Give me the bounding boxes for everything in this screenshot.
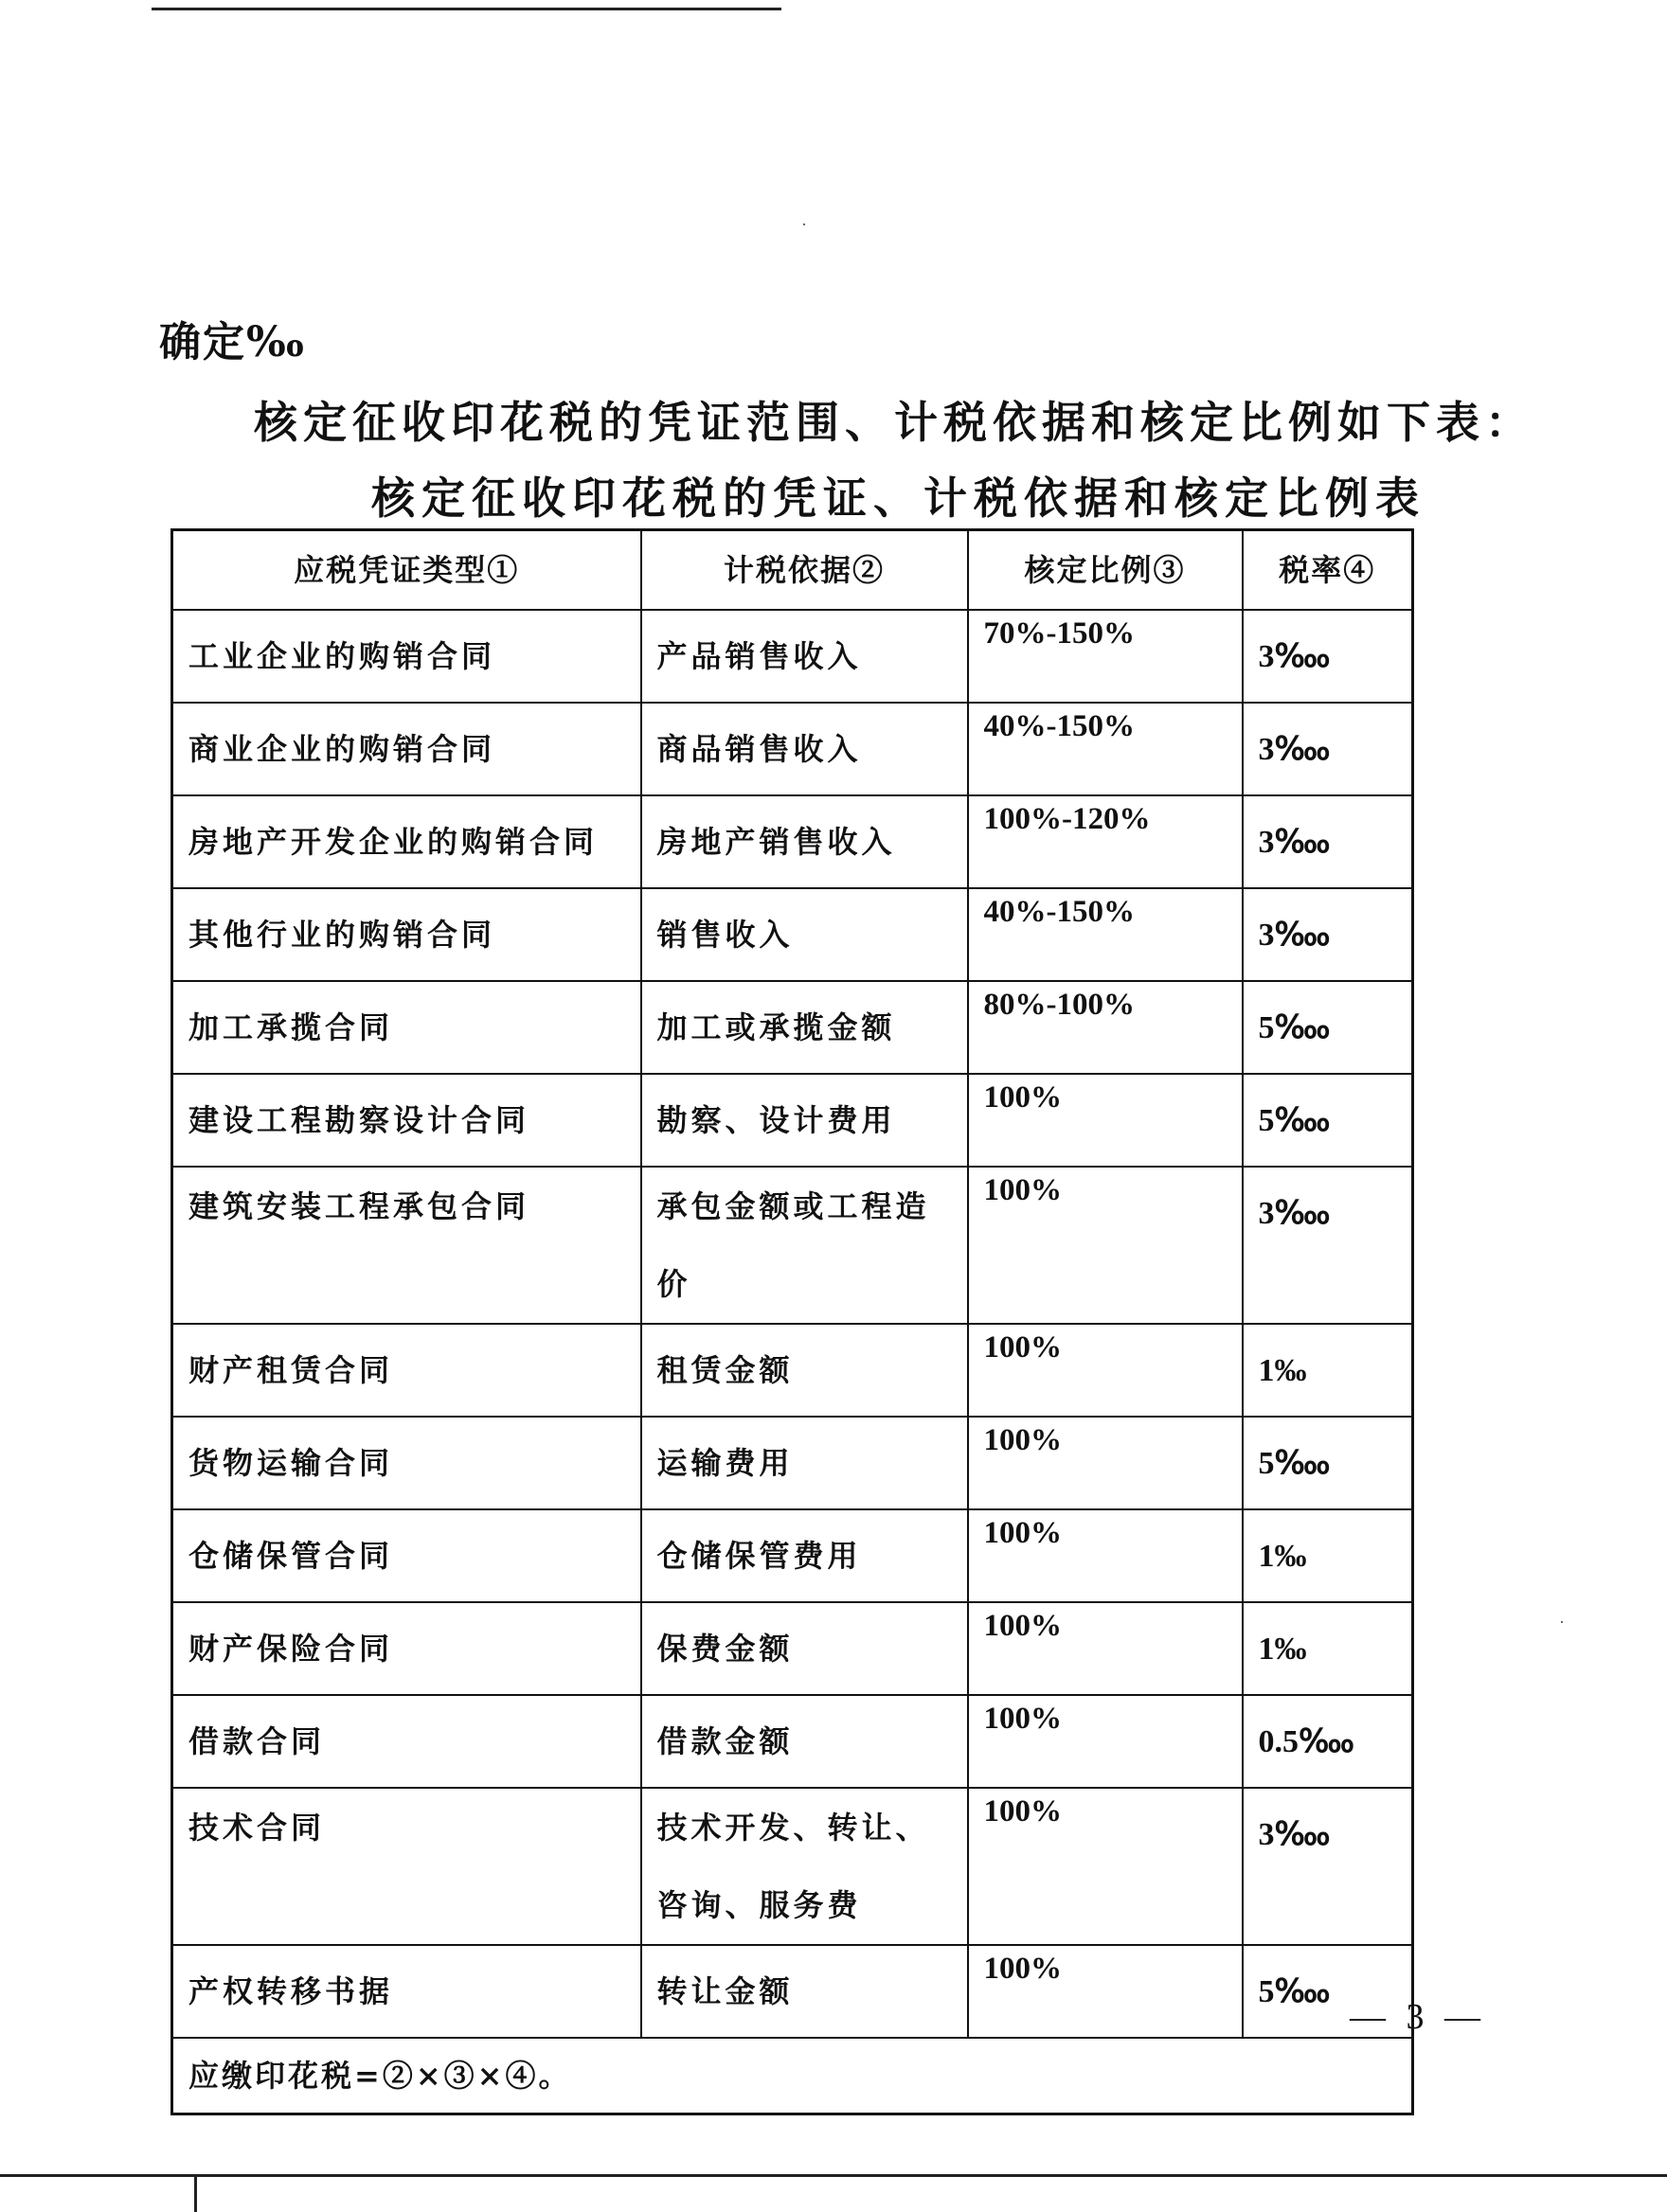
header-assessed-ratio: 核定比例③ bbox=[968, 530, 1243, 611]
table-row bbox=[172, 1945, 1413, 2038]
tax-rate-cell: 5‱ bbox=[1243, 1074, 1413, 1167]
tax-rate-cell: 3‱ bbox=[1243, 1167, 1413, 1324]
assessed-ratio-cell: 70%-150% bbox=[968, 610, 1243, 703]
assessed-ratio-cell: 100% bbox=[968, 1695, 1243, 1788]
scan-speck bbox=[803, 223, 805, 225]
tax-basis-cell: 租赁金额 bbox=[641, 1324, 968, 1417]
header-voucher-type: 应税凭证类型① bbox=[172, 530, 641, 611]
voucher-type-cell: 建筑安装工程承包合同 bbox=[172, 1167, 641, 1324]
assessed-ratio-cell: 100% bbox=[968, 1324, 1243, 1417]
tax-basis-cell: 保费金额 bbox=[641, 1602, 968, 1695]
assessed-ratio-cell: 100% bbox=[968, 1417, 1243, 1509]
bottom-tick bbox=[194, 2174, 197, 2212]
voucher-type-cell: 其他行业的购销合同 bbox=[172, 888, 641, 981]
assessed-ratio-cell: 100% bbox=[968, 1167, 1243, 1324]
assessed-ratio-cell: 40%-150% bbox=[968, 888, 1243, 981]
top-rule bbox=[152, 8, 781, 10]
tax-rate-cell: 3‱ bbox=[1243, 703, 1413, 795]
stamp-duty-formula: 应缴印花税=②×③×④。 bbox=[172, 2038, 1413, 2114]
tax-rate-cell: 5‱ bbox=[1243, 981, 1413, 1074]
voucher-type-cell: 商业企业的购销合同 bbox=[172, 703, 641, 795]
tax-rate-cell: 3‱ bbox=[1243, 610, 1413, 703]
table-row bbox=[172, 888, 1413, 981]
table-row bbox=[172, 795, 1413, 888]
assessed-ratio-cell: 100% bbox=[968, 1602, 1243, 1695]
assessed-ratio-cell: 100%-120% bbox=[968, 795, 1243, 888]
table-header-row bbox=[172, 530, 1413, 611]
tax-basis-cell: 商品销售收入 bbox=[641, 703, 968, 795]
header-tax-rate: 税率④ bbox=[1243, 530, 1413, 611]
table-row bbox=[172, 1788, 1413, 1945]
assessed-ratio-cell: 40%-150% bbox=[968, 703, 1243, 795]
tax-rate-cell: 3‱ bbox=[1243, 1788, 1413, 1945]
scan-speck bbox=[1561, 1621, 1563, 1623]
tax-basis-cell: 加工或承揽金额 bbox=[641, 981, 968, 1074]
voucher-type-cell: 产权转移书据 bbox=[172, 1945, 641, 2038]
tax-basis-cell: 承包金额或工程造价 bbox=[641, 1167, 968, 1324]
voucher-type-cell: 借款合同 bbox=[172, 1695, 641, 1788]
tax-basis-cell: 运输费用 bbox=[641, 1417, 968, 1509]
tax-ratio-table bbox=[170, 528, 1414, 2115]
voucher-type-cell: 技术合同 bbox=[172, 1788, 641, 1945]
formula-row bbox=[172, 2038, 1413, 2114]
tax-basis-cell: 房地产销售收入 bbox=[641, 795, 968, 888]
table-row bbox=[172, 1695, 1413, 1788]
table-title: 核定征收印花税的凭证、计税依据和核定比例表 bbox=[371, 473, 1425, 524]
table-row bbox=[172, 610, 1413, 703]
table-row bbox=[172, 1509, 1413, 1602]
table-row bbox=[172, 1074, 1413, 1167]
tax-rate-cell: 1‰ bbox=[1243, 1602, 1413, 1695]
tax-rate-cell: 0.5‱ bbox=[1243, 1695, 1413, 1788]
tax-rate-cell: 5‱ bbox=[1243, 1417, 1413, 1509]
tax-basis-cell: 借款金额 bbox=[641, 1695, 968, 1788]
table-row bbox=[172, 1324, 1413, 1417]
table-row bbox=[172, 1167, 1413, 1324]
intro-line: 核定征收印花税的凭证范围、计税依据和核定比例如下表： bbox=[254, 397, 1534, 448]
tax-basis-cell: 销售收入 bbox=[641, 888, 968, 981]
assessed-ratio-cell: 80%-100% bbox=[968, 981, 1243, 1074]
assessed-ratio-cell: 100% bbox=[968, 1509, 1243, 1602]
tax-rate-cell: 3‱ bbox=[1243, 888, 1413, 981]
voucher-type-cell: 财产保险合同 bbox=[172, 1602, 641, 1695]
tax-basis-cell: 仓储保管费用 bbox=[641, 1509, 968, 1602]
voucher-type-cell: 加工承揽合同 bbox=[172, 981, 641, 1074]
bottom-rule bbox=[0, 2174, 1667, 2177]
voucher-type-cell: 仓储保管合同 bbox=[172, 1509, 641, 1602]
tax-rate-cell: 1‰ bbox=[1243, 1324, 1413, 1417]
voucher-type-cell: 建设工程勘察设计合同 bbox=[172, 1074, 641, 1167]
tax-rate-cell: 5‱ bbox=[1243, 1945, 1413, 2038]
tax-basis-cell: 产品销售收入 bbox=[641, 610, 968, 703]
intro-fragment: 确定‰ bbox=[159, 318, 306, 366]
table-row bbox=[172, 703, 1413, 795]
tax-basis-cell: 技术开发、转让、咨询、服务费 bbox=[641, 1788, 968, 1945]
voucher-type-cell: 财产租赁合同 bbox=[172, 1324, 641, 1417]
header-tax-basis: 计税依据② bbox=[641, 530, 968, 611]
tax-rate-cell: 1‰ bbox=[1243, 1509, 1413, 1602]
tax-rate-cell: 3‱ bbox=[1243, 795, 1413, 888]
assessed-ratio-cell: 100% bbox=[968, 1945, 1243, 2038]
voucher-type-cell: 工业企业的购销合同 bbox=[172, 610, 641, 703]
table-row bbox=[172, 1417, 1413, 1509]
voucher-type-cell: 房地产开发企业的购销合同 bbox=[172, 795, 641, 888]
table-row bbox=[172, 981, 1413, 1074]
tax-basis-cell: 转让金额 bbox=[641, 1945, 968, 2038]
tax-basis-cell: 勘察、设计费用 bbox=[641, 1074, 968, 1167]
page-number: — 3 — bbox=[1350, 1997, 1486, 2037]
assessed-ratio-cell: 100% bbox=[968, 1788, 1243, 1945]
voucher-type-cell: 货物运输合同 bbox=[172, 1417, 641, 1509]
table-row bbox=[172, 1602, 1413, 1695]
assessed-ratio-cell: 100% bbox=[968, 1074, 1243, 1167]
